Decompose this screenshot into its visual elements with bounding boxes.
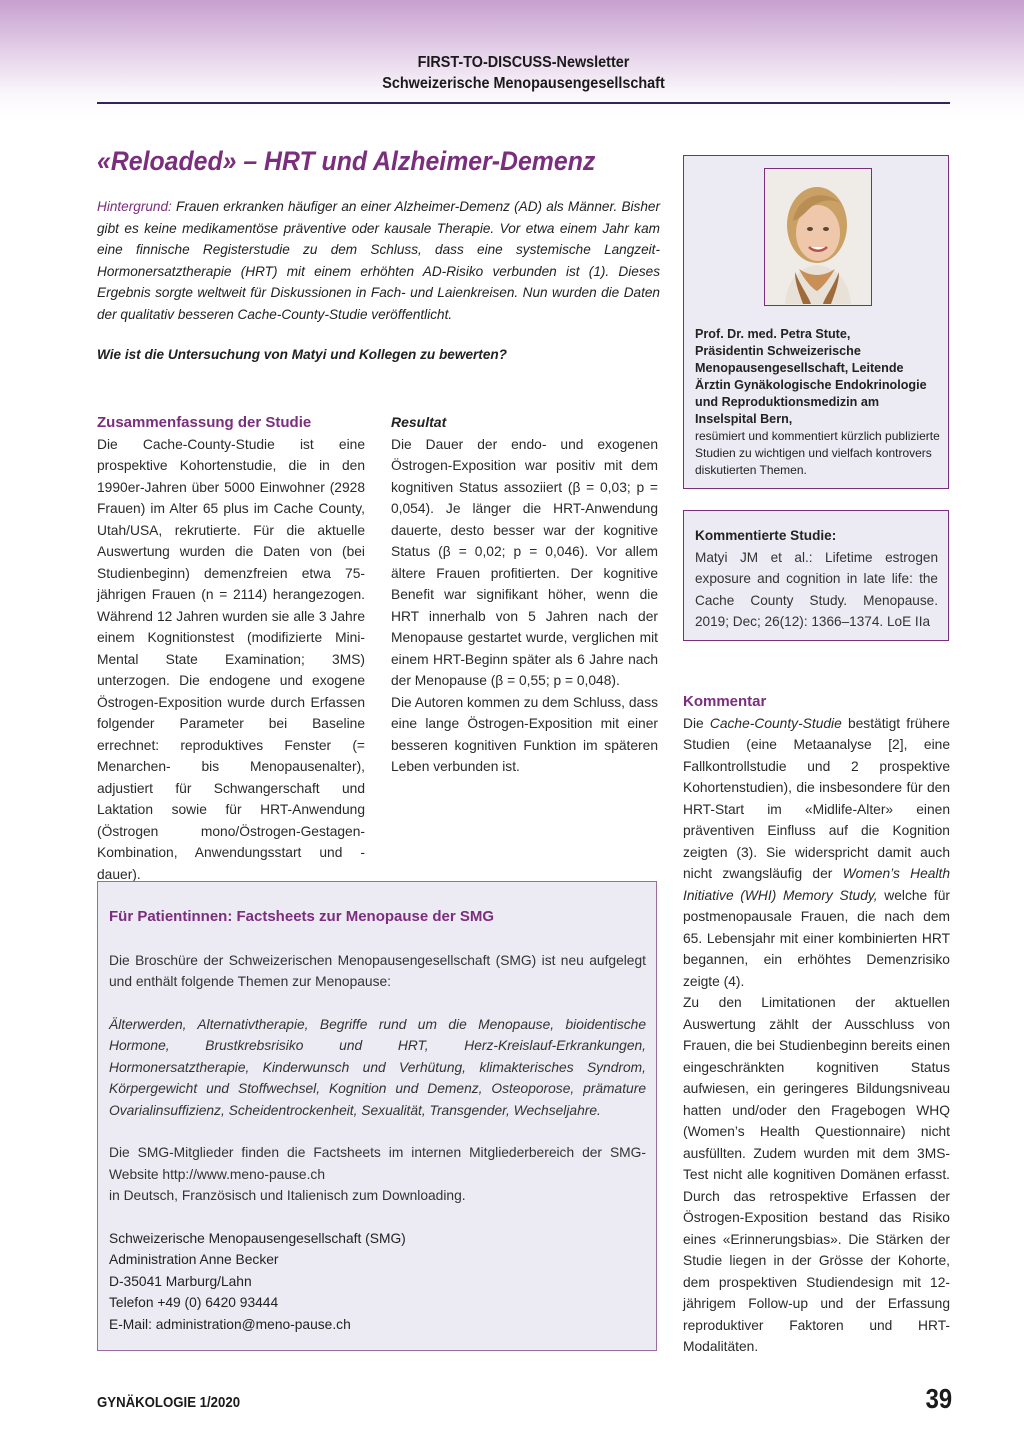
commented-study-citation: Matyi JM et al.: Lifetime estrogen exposure and cognition in late life: the Cache County Study. Menopause. 2019; Dec; 26(12): 1366–1374. LoE IIa	[695, 549, 938, 629]
article-title: «Reloaded» – HRT und Alzheimer-Demenz	[97, 146, 596, 176]
commented-study-label: Kommentierte Studie:	[695, 528, 837, 543]
commentary-text-2: Zu den Limitationen der aktuellen Auswertung zählt der Ausschluss von Frauen, die bei Studienbeginn bereits einen eingeschränkten kognitiven Status aufwiesen, ein geringeres Bildungsniveau hatten und/oder den Fragebogen WHQ (Women’s Health Questionnaire) nicht ausfüllten. Zudem wurden mit dem 3MS-Test nicht alle kognitiven Domänen erfasst. Durch das retrospektive Erfassen der Östrogen-Exposition bestand das Risiko eines «Erinnerungsbias». Die Stärken der Studie liegen in der Grösse der Kohorte, dem prospektiven Studiendesign mit 12-jährigem Follow-up und der Erfassung reproduktiver Faktoren und HRT-Modalitäten.	[683, 995, 950, 1354]
patients-factsheet-box	[97, 881, 657, 1351]
contact-phone: Telefon +49 (0) 6420 93444	[109, 1295, 279, 1310]
page-number: 39	[925, 1383, 952, 1414]
contact-address: D-35041 Marburg/Lahn	[109, 1273, 252, 1289]
patients-box-members	[109, 1142, 646, 1207]
patients-box-heading: Für Patientinnen: Factsheets zur Menopause der SMG	[109, 908, 495, 925]
contact-org: Schweizerische Menopausengesellschaft (SMG)	[109, 1230, 406, 1246]
summary-heading: Zusammenfassung der Studie	[97, 414, 312, 431]
commentary-text-1c: bestätigt frühere Studien (eine Metaanalyse [2], eine Fallkontrollstudie und 2 prospektive Kohortenstudien), die insbesondere für den HRT-Start im «Midlife-Alter» einen präventiven Einfluss auf die Kognition zeigten (3). Sie widerspricht damit auch nicht zwangsläufig der	[683, 715, 950, 881]
author-info	[695, 326, 941, 479]
commentary-heading: Kommentar	[683, 693, 767, 710]
intro-lead: Hintergrund:	[97, 199, 172, 214]
intro-paragraph	[97, 196, 660, 325]
result-text-1: Die Dauer der endo- und exogenen Östrogen-Exposition war positiv mit dem kognitiven Status assoziiert (β = 0,03; p = 0,054). Je länger die HRT-Anwendung dauerte, desto besser war der kognitive Status (β = 0,02; p = 0,046). Vor allem ältere Frauen profitierten. Der kognitive Benefit war signifikant höher, wenn die HRT innerhalb von 5 Jahren nach der Menopause gestartet wurde, verglichen mit einem HRT-Beginn später als 6 Jahre nach der Menopause (β = 0,55; p = 0,048).	[391, 436, 658, 688]
author-titles: Präsidentin Schweizerische Menopausengesellschaft, Leitende Ärztin Gynäkologische Endokrinologie und Reproduktionsmedizin am Inselspital Bern,	[695, 344, 927, 426]
author-name: Prof. Dr. med. Petra Stute,	[695, 327, 851, 341]
commented-study-box	[683, 510, 949, 641]
intro-question: Wie ist die Untersuchung von Matyi und Kollegen zu bewerten?	[97, 347, 507, 362]
author-photo	[764, 168, 872, 306]
intro-text: Frauen erkranken häufiger an einer Alzheimer-Demenz (AD) als Männer. Bisher gibt es keine medikamentöse präventive oder kausale Therapie. Vor etwa einem Jahr kam eine finnische Registerstudie zu dem Schluss, dass eine systemische Langzeit-Hormonersatztherapie (HRT) mit einem erhöhten AD-Risiko verbunden ist (1). Dieses Ergebnis sorgte weltweit für Diskussionen in Fach- und Laienkreisen. Nun wurden die Daten der qualitativ besseren Cache-County-Studie veröffentlicht.	[97, 199, 660, 322]
patients-box-intro: Die Broschüre der Schweizerischen Menopausengesellschaft (SMG) ist neu aufgelegt und enthält folgende Themen zur Menopause:	[109, 952, 646, 989]
newsletter-header	[97, 52, 950, 104]
contact-email[interactable]: E-Mail: administration@meno-pause.ch	[109, 1316, 351, 1332]
result-heading: Resultat	[391, 414, 447, 430]
journal-issue: GYNÄKOLOGIE 1/2020	[97, 1394, 241, 1411]
author-box	[683, 155, 949, 489]
patients-box-members-line1: Die SMG-Mitglieder finden die Factsheets im internen Mitgliederbereich der SMG-Website http://www.meno-pause.ch	[109, 1145, 646, 1182]
patients-box-members-line2: in Deutsch, Französisch und Italienisch zum Downloading.	[109, 1188, 466, 1203]
summary-text: Die Cache-County-Studie ist eine prospektive Kohortenstudie, die in den 1990er-Jahren über 5000 Einwohner (2928 Frauen) im Alter 65 plus im Cache County, Utah/USA, rekrutierte. Für die aktuelle Auswertung wurden die Daten von (bei Studienbeginn) demenzfreien etwa 75-jährigen Frauen (n = 2114) herangezogen. Während 12 Jahren wurden sie alle 3 Jahre einem Kognitionstest (modifizierte Mini-Mental State Examination; 3MS) unterzogen. Die endogene und exogene Östrogen-Exposition wurde durch Erfassen folgender Parameter bei Baseline errechnet: reproduktives Fenster (= Menarchen- bis Menopausenalter), adjustiert für Schwangerschaft und Laktation sowie für HRT-Anwendung (Östrogen mono/Östrogen-Gestagen-Kombination, Anwendungsstart und -dauer).	[97, 436, 365, 882]
commentary-column	[683, 691, 950, 1358]
header-line-1: FIRST-TO-DISCUSS-Newsletter	[417, 54, 630, 71]
result-text-2: Die Autoren kommen zu dem Schluss, dass eine lange Östrogen-Exposition mit einer besseren kognitiven Funktion im späteren Leben verbunden ist.	[391, 694, 658, 774]
commentary-text-1d: Women’s Health Initiative (WHI) Memory Study,	[683, 866, 950, 903]
commentary-text-1b: Cache-County-Studie	[709, 715, 842, 731]
contact-admin: Administration Anne Becker	[109, 1252, 279, 1267]
header-line-2: Schweizerische Menopausengesellschaft	[382, 75, 665, 92]
patients-box-topics: Älterwerden, Alternativtherapie, Begriffe rund um die Menopause, bioidentische Hormone, Brustkrebsrisiko und HRT, Herz-Kreislauf-Erkrankungen, Hormonersatztherapie, Kinderwunsch und Verhütung, klimakterisches Syndrom, Körpergewicht und Stoffwechsel, Kognition und Demenz, Osteoporose, prämature Ovarialinsuffizienz, Scheidentrockenheit, Sexualität, Transgender, Wechseljahre.	[109, 1016, 646, 1118]
result-column	[391, 412, 658, 778]
commentary-text-1a: Die	[683, 715, 710, 731]
summary-column	[97, 412, 365, 885]
commentary-text-1e: welche für postmenopausale Frauen, die nach dem 65. Lebensjahr mit einer kombinierten HRT begannen, ein erhöhtes Demenzrisiko zeigte (4).	[683, 887, 950, 989]
author-description: resümiert und kommentiert kürzlich publizierte Studien zu wichtigen und vielfach kontrovers diskutierten Themen.	[695, 429, 940, 477]
commentary-text-1	[683, 713, 950, 993]
